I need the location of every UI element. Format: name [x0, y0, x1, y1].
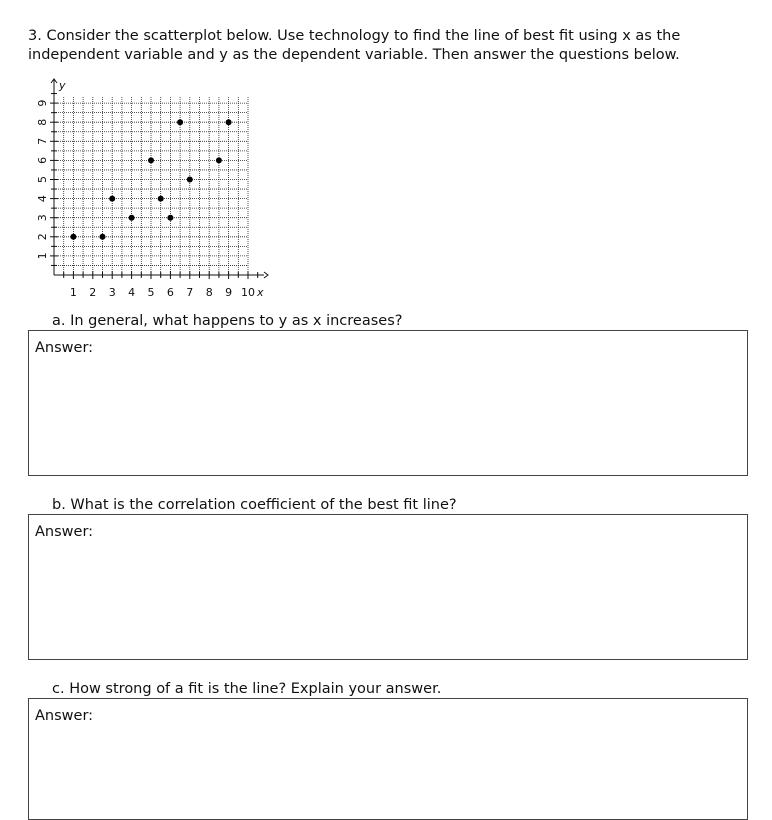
y-tick-label: 4 [36, 195, 50, 203]
y-tick-label: 7 [36, 137, 49, 145]
data-point [70, 234, 76, 240]
x-tick-label: 6 [166, 286, 174, 299]
data-point [216, 157, 222, 163]
part-a-question: a. In general, what happens to y as x increases? [52, 313, 403, 329]
x-tick-label: 8 [205, 286, 213, 299]
part-c-answer-box[interactable] [28, 698, 748, 820]
question-line-1: 3. Consider the scatterplot below. Use technology to find the line of best fit using x as the [28, 28, 681, 44]
x-axis-label: x [257, 286, 264, 299]
x-tick-label: 9 [225, 286, 233, 299]
x-tick-label: 5 [147, 286, 155, 299]
x-tick-label: 3 [108, 286, 116, 299]
x-tick-label: 7 [186, 286, 194, 299]
y-tick-label: 3 [36, 214, 49, 222]
part-b-answer-box[interactable] [28, 514, 748, 660]
data-point [100, 234, 106, 240]
y-tick-label: 5 [36, 176, 49, 183]
part-a-answer-box[interactable] [28, 330, 748, 476]
x-tick-label: 4 [128, 286, 136, 299]
data-point [109, 196, 115, 202]
x-tick-label: 1 [69, 286, 77, 299]
part-c-answer-label: Answer: [35, 708, 94, 724]
y-tick-label: 6 [36, 156, 49, 164]
part-c-question: c. How strong of a fit is the line? Explain your answer. [52, 681, 442, 697]
data-point [148, 157, 154, 163]
y-tick-label: 2 [36, 233, 49, 241]
y-tick-label: 8 [36, 118, 49, 126]
data-point [129, 215, 135, 221]
part-a-answer-label: Answer: [35, 340, 94, 356]
data-point [226, 119, 232, 125]
scatterplot [28, 74, 278, 300]
data-point [187, 177, 193, 183]
data-point [158, 196, 164, 202]
y-axis-label: y [59, 79, 66, 92]
part-b-answer-label: Answer: [35, 524, 94, 540]
y-tick-label: 1 [36, 252, 49, 260]
x-axis-arrow [264, 272, 268, 278]
question-line-2: independent variable and y as the dependent variable. Then answer the questions below. [28, 47, 680, 63]
x-tick-label: 2 [89, 286, 97, 299]
y-tick-label: 9 [36, 99, 49, 107]
question-text [28, 27, 748, 65]
part-b-question: b. What is the correlation coefficient of the best fit line? [52, 497, 457, 513]
plot-grid [54, 97, 248, 275]
x-tick-label: 10 [241, 286, 255, 299]
data-point [167, 215, 173, 221]
data-point [177, 119, 183, 125]
